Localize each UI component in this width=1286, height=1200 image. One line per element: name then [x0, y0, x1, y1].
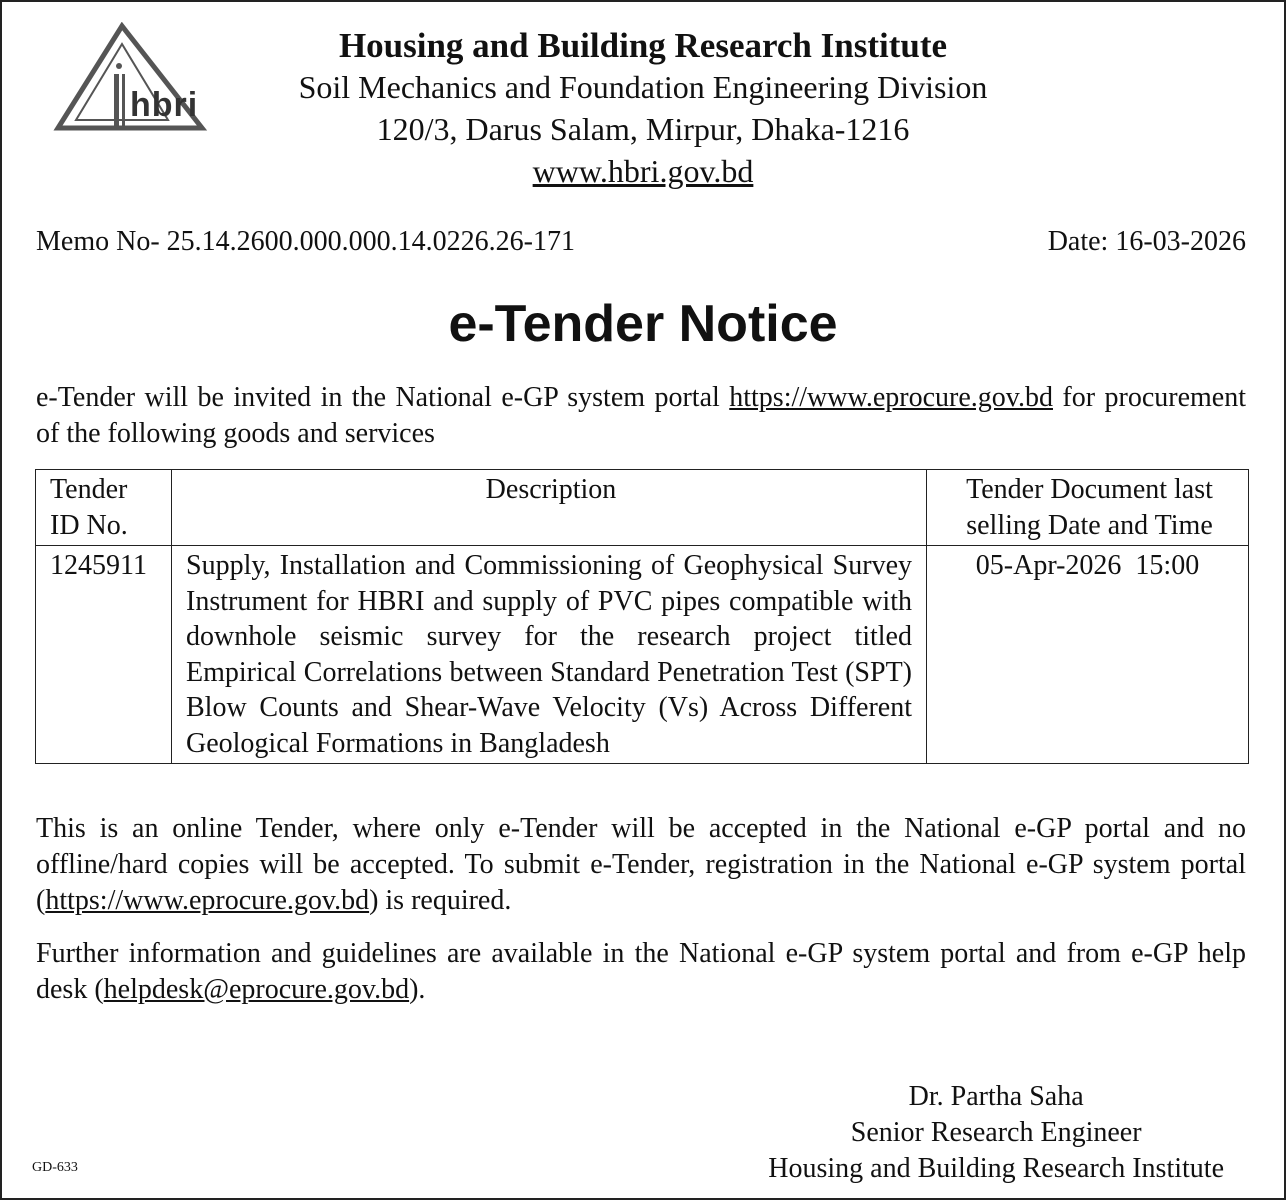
- address: 120/3, Darus Salam, Mirpur, Dhaka-1216: [376, 111, 910, 147]
- intro-text: e-Tender will be invited in the National e-GP system portal: [36, 382, 730, 413]
- header-description: Description: [172, 470, 927, 546]
- logo-wordmark: hbri: [130, 86, 199, 124]
- tender-id-cell: 1245911: [36, 546, 172, 764]
- selling-date-cell: [927, 546, 1249, 764]
- memo-number: Memo No- 25.14.2600.000.000.14.0226.26-171: [36, 226, 575, 257]
- header-tender-id: Tender ID No.: [36, 470, 172, 546]
- institute-title: Housing and Building Research Institute: [338, 26, 948, 65]
- tender-table: [35, 469, 1249, 764]
- para2-text: Further information and guidelines are available in the National e-GP system portal and from e-GP help desk (: [36, 938, 1246, 1005]
- signatory-organization: Housing and Building Research Institute: [768, 1153, 1224, 1184]
- description-cell: Supply, Installation and Commissioning of Geophysical Survey Instrument for HBRI and supply of PVC pipes compatible with downhole seismic survey for the research project titled Empirical Correlations between Standard Penetration Test (SPT) Blow Counts and Shear-Wave Velocity (Vs) Across Different Geological Formations in Bangladesh: [172, 546, 927, 764]
- table-row: [36, 546, 1249, 764]
- header: [2, 26, 1284, 192]
- online-tender-paragraph: [36, 811, 1246, 919]
- signatory-name: Dr. Partha Saha: [908, 1081, 1084, 1112]
- eprocure-link[interactable]: https://www.eprocure.gov.bd: [729, 382, 1053, 413]
- header-selling-date: Tender Document last selling Date and Time: [927, 470, 1249, 546]
- gd-code: GD-633: [32, 1160, 78, 1175]
- table-header-row: [36, 470, 1249, 546]
- signature-block: [768, 1079, 1224, 1187]
- website-link[interactable]: www.hbri.gov.bd: [532, 153, 754, 189]
- further-info-paragraph: [36, 936, 1246, 1008]
- intro-paragraph: [36, 380, 1246, 452]
- para1-text-end: ) is required.: [369, 885, 512, 916]
- signatory-designation: Senior Research Engineer: [850, 1117, 1142, 1148]
- para2-text-end: ).: [409, 974, 426, 1005]
- intro-text-end: for procurement of the following goods and services: [36, 382, 1247, 449]
- selling-date-value: 05-Apr-2026 15:00: [975, 550, 1200, 581]
- notice-date: Date: 16-03-2026: [1047, 226, 1246, 257]
- eprocure-link-2[interactable]: https://www.eprocure.gov.bd: [45, 885, 370, 916]
- helpdesk-email-link[interactable]: helpdesk@eprocure.gov.bd: [103, 974, 410, 1005]
- notice-title: e-Tender Notice: [448, 295, 838, 353]
- division-name: Soil Mechanics and Foundation Engineering Division: [298, 69, 988, 105]
- para1-text: This is an online Tender, where only e-Tender will be accepted in the National e-GP portal and no offline/hard copies will be accepted. To submit e-Tender, registration in the National e-GP system portal (: [36, 813, 1246, 916]
